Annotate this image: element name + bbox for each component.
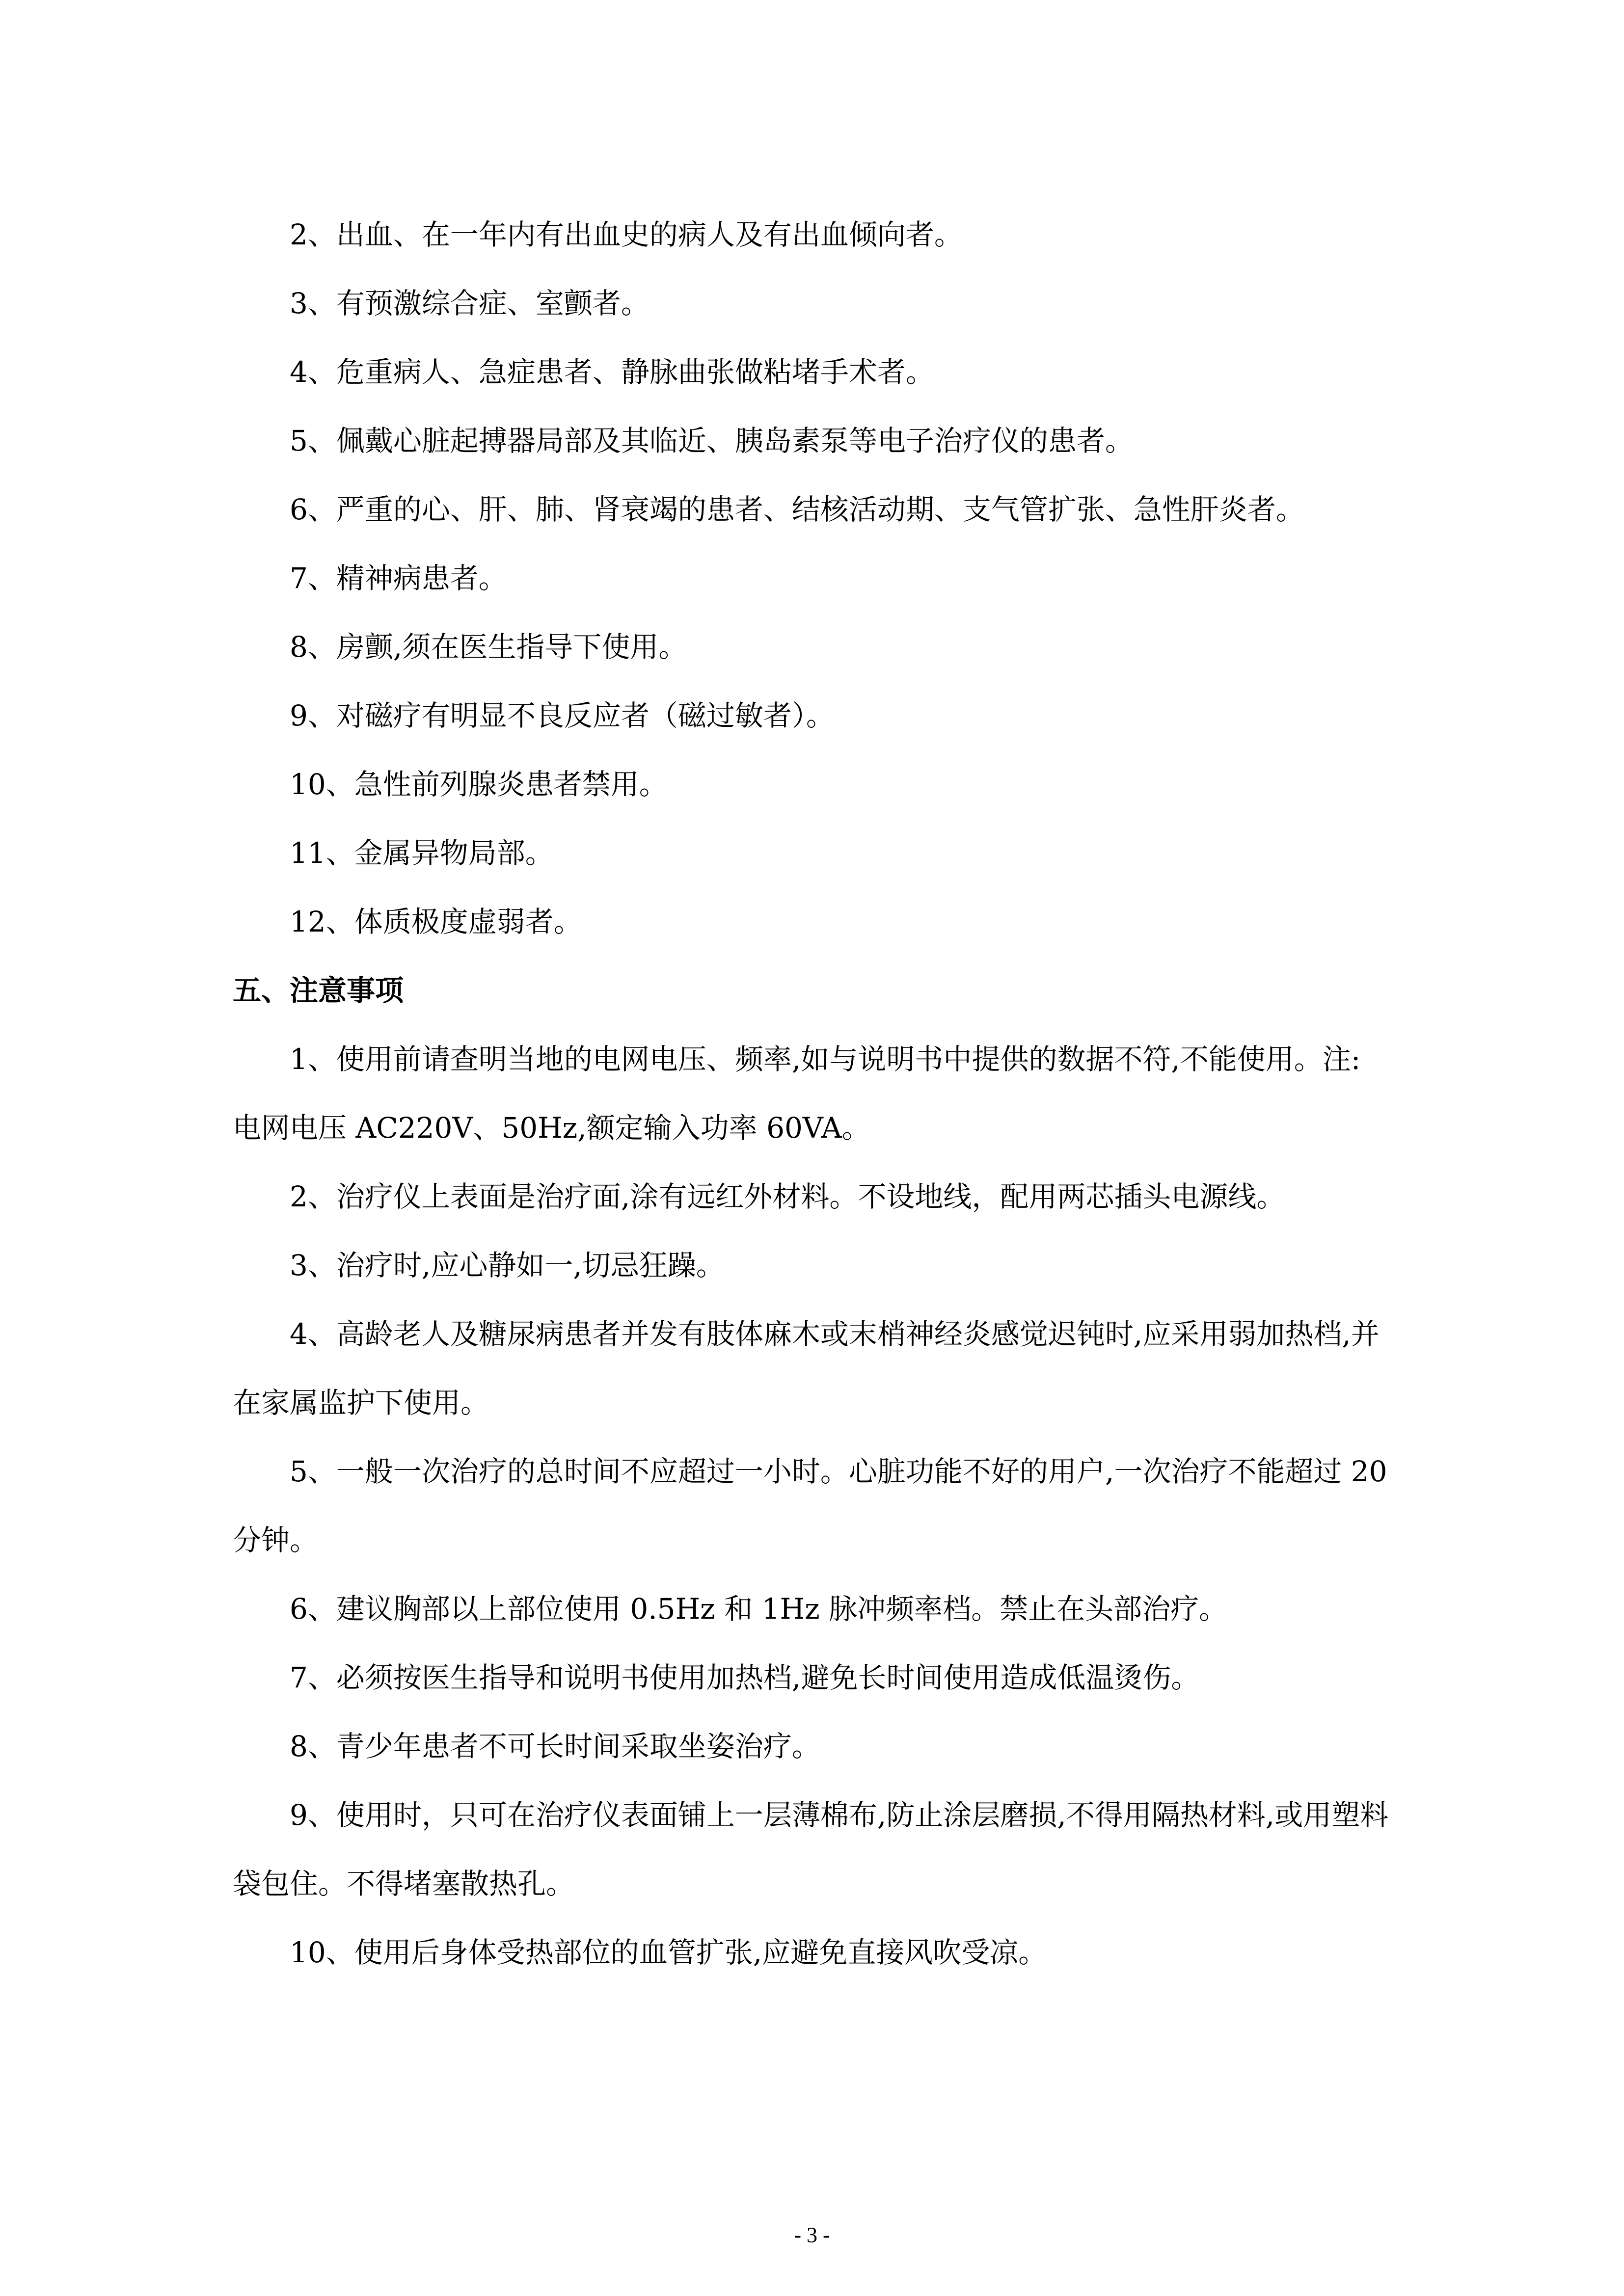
list-item: 10、使用后身体受热部位的血管扩张,应避免直接风吹受凉。 [290, 1936, 1047, 1969]
list-item: 5、佩戴心脏起搏器局部及其临近、胰岛素泵等电子治疗仪的患者。 [290, 424, 1134, 457]
list-item: 6、严重的心、肝、肺、肾衰竭的患者、结核活动期、支气管扩张、急性肝炎者。 [290, 493, 1304, 526]
list-item: 7、精神病患者。 [290, 561, 507, 595]
list-item: 6、建议胸部以上部位使用 0.5Hz 和 1Hz 脉冲频率档。禁止在头部治疗。 [290, 1592, 1228, 1626]
list-item: 3、治疗时,应心静如一,切忌狂躁。 [290, 1249, 725, 1282]
list-item: 3、有预激综合症、室颤者。 [290, 287, 650, 320]
list-item: 8、房颤,须在医生指导下使用。 [290, 630, 687, 664]
list-item: 4、高龄老人及糖尿病患者并发有肢体麻木或末梢神经炎感觉迟钝时,应采用弱加热档,并在家属监护下使用。 [233, 1317, 1380, 1419]
list-item: 12、体质极度虚弱者。 [290, 905, 582, 938]
list-item: 8、青少年患者不可长时间采取坐姿治疗。 [290, 1730, 820, 1763]
list-item: 9、使用时，只可在治疗仪表面铺上一层薄棉布,防止涂层磨损,不得用隔热材料,或用塑料袋包住。不得堵塞散热孔。 [233, 1798, 1389, 1900]
list-item: 5、一般一次治疗的总时间不应超过一小时。心脏功能不好的用户,一次治疗不能超过 20 分钟。 [233, 1455, 1387, 1557]
list-item: 10、急性前列腺炎患者禁用。 [290, 768, 668, 801]
list-item: 7、必须按医生指导和说明书使用加热档,避免长时间使用造成低温烫伤。 [290, 1661, 1200, 1694]
list-item: 9、对磁疗有明显不良反应者（磁过敏者）。 [290, 699, 835, 732]
list-item: 11、金属异物局部。 [290, 836, 554, 870]
page-number: - 3 - [794, 2223, 830, 2247]
list-item: 2、出血、在一年内有出血史的病人及有出血倾向者。 [290, 218, 963, 251]
document-body [233, 200, 1396, 1987]
list-item: 4、危重病人、急症患者、静脉曲张做粘堵手术者。 [290, 355, 934, 389]
section-heading: 五、注意事项 [233, 974, 404, 1007]
list-item: 2、治疗仪上表面是治疗面,涂有远红外材料。不设地线，配用两芯插头电源线。 [290, 1180, 1285, 1213]
list-item: 1、使用前请查明当地的电网电压、频率,如与说明书中提供的数据不符,不能使用。注: 电网电压 AC220V、50Hz,额定输入功率 60VA。 [233, 1042, 1361, 1145]
